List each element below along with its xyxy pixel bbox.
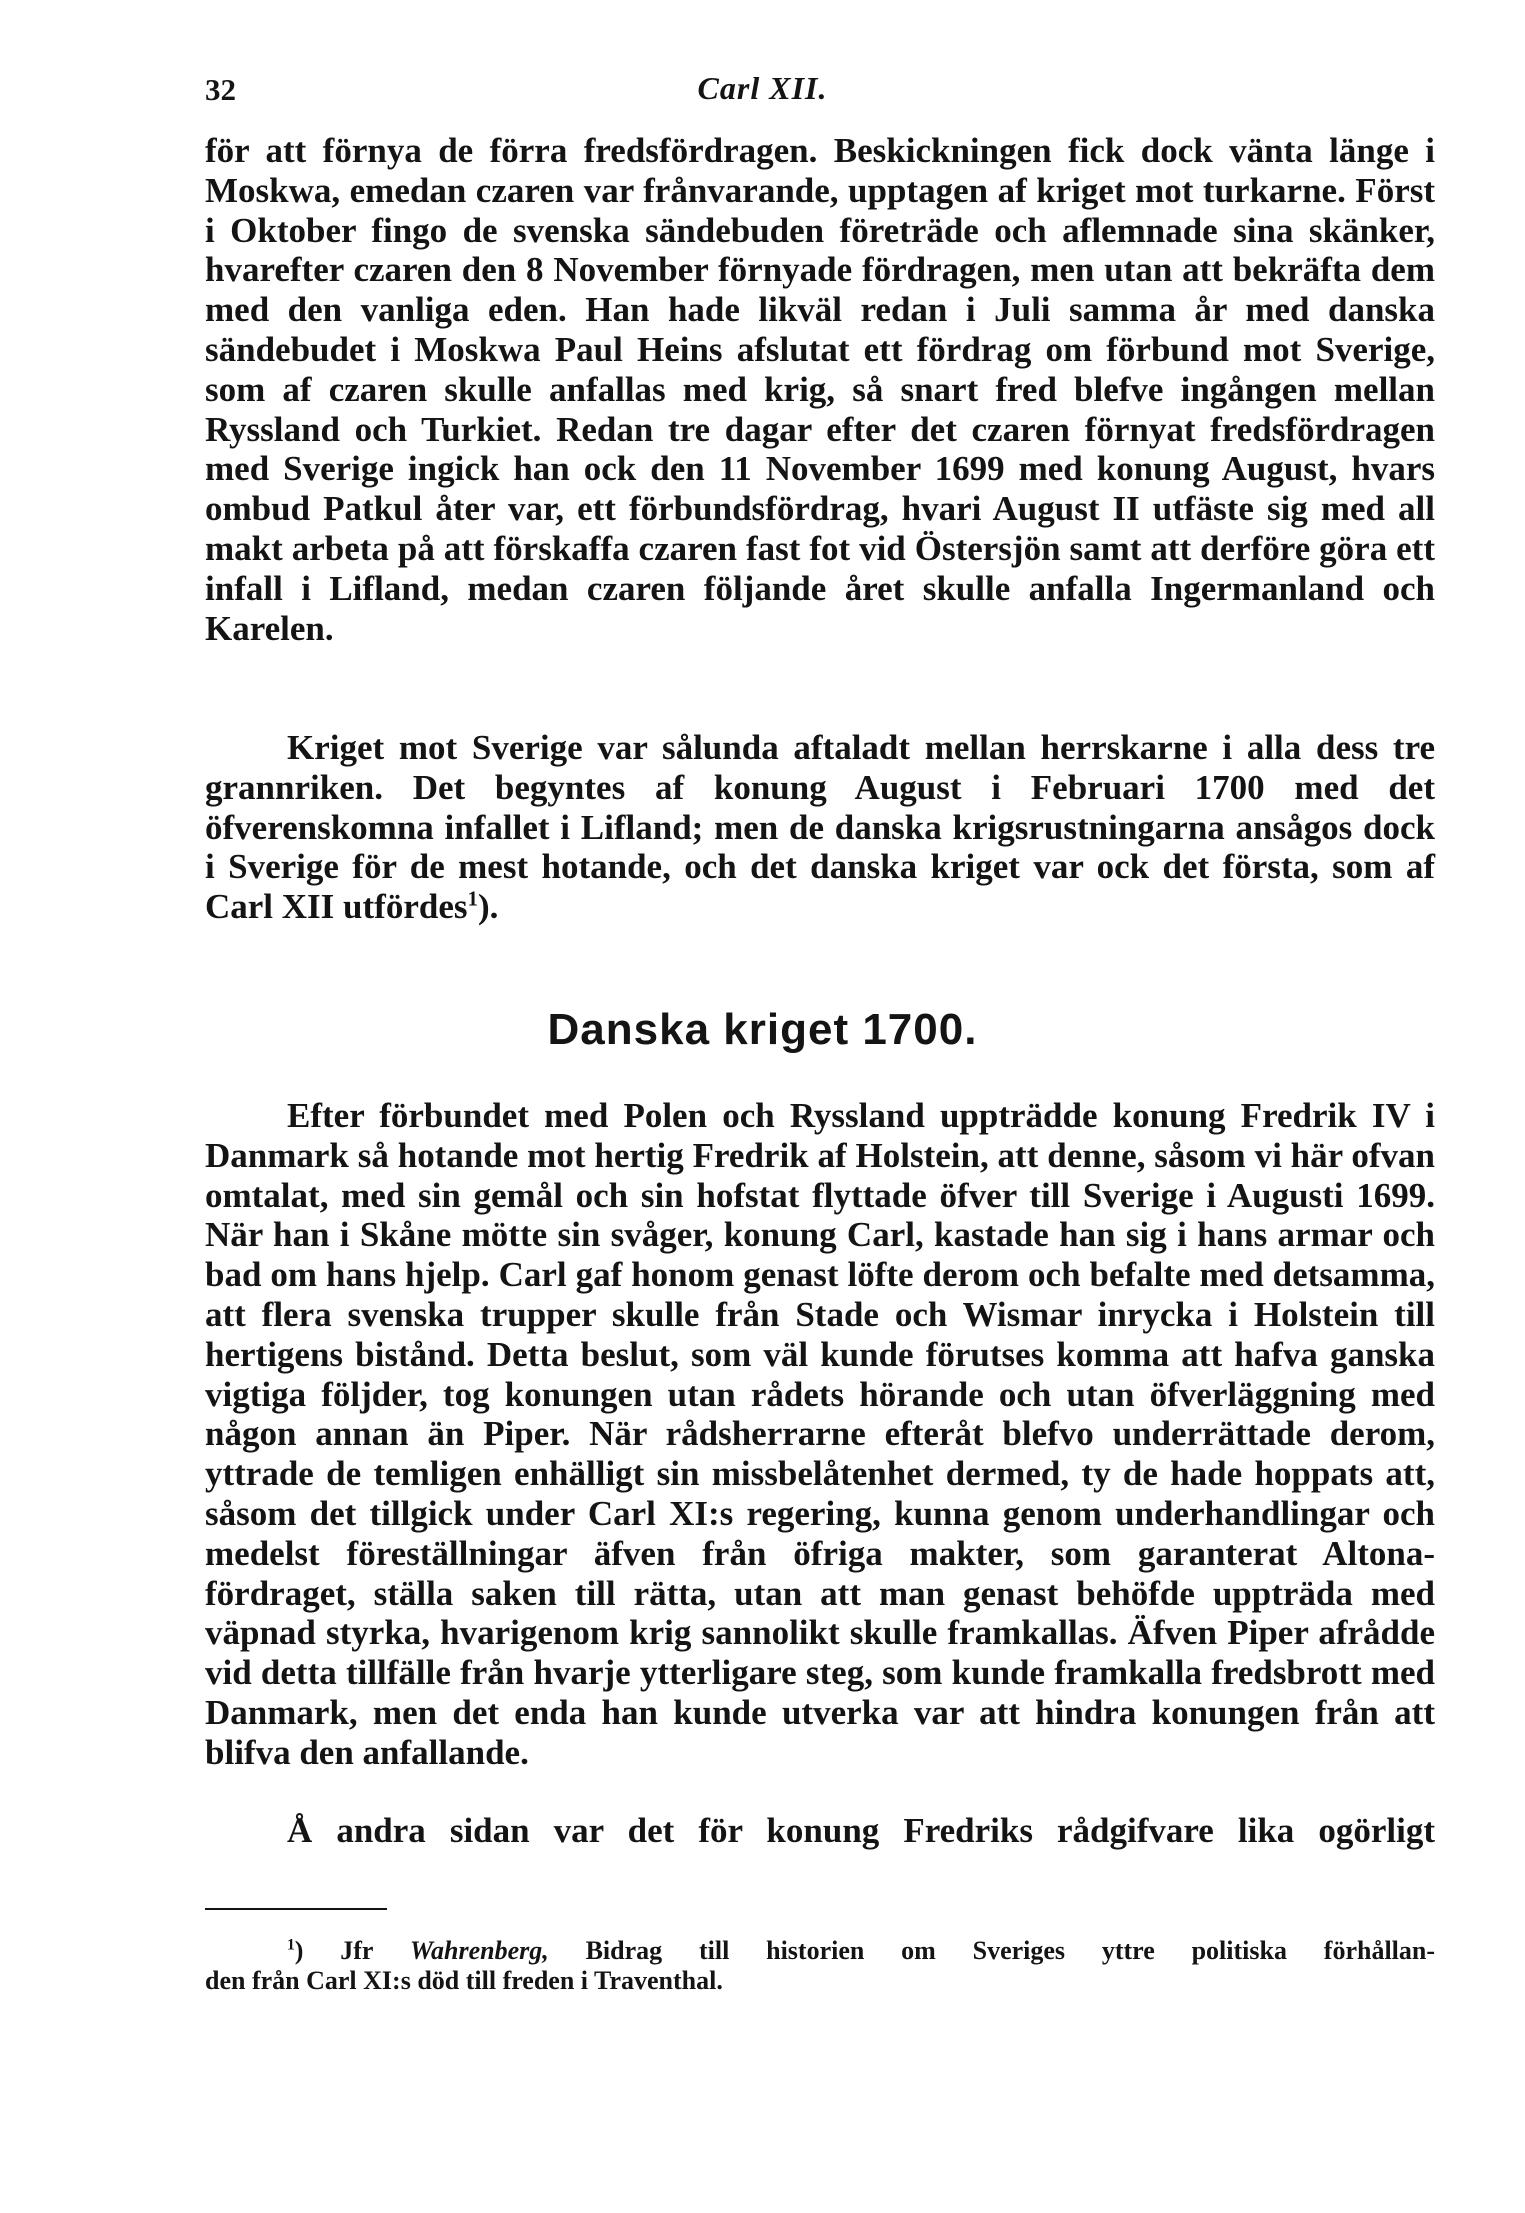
footnote-line-1 (205, 1936, 1435, 1966)
paragraph-3-text: Efter förbundet med Polen och Ryssland uppträdde konung Fredrik IV i Danmark så hotande mot hertig Fredrik af Holstein, att denne, såsom vi här ofvan omtalat, med sin gemål och sin hofstat flyttade öfver till Sverige i Augusti 1699. När han i Skåne mötte sin svåger, konung Carl, kastade han sig i hans armar och bad om hans hjelp. Carl gaf honom genast löfte derom och befalte med detsamma, att flera svenska trupper skulle från Stade och Wismar inrycka i Holstein till hertigens bistånd. Detta beslut, som väl kunde förutses komma att hafva ganska vigtiga följder, tog konungen utan rådets hörande och utan öfverläggning med någon annan än Piper. När rådsherrarne efteråt blefvo underrättade derom, yttrade de temligen enhälligt sin missbelåtenhet dermed, ty de hade hoppats att, såsom det tillgick under Carl XI:s regering, kunna genom underhandlingar och medelst föreställningar äfven från öfriga makter, som garanterat Altona-fördraget, ställa saken till rätta, utan att man genast behöfde uppträda med väpnad styrka, hvarigenom krig sannolikt skulle framkallas. Äfven Piper afrådde vid detta tillfälle från hvarje ytterligare steg, som kunde framkalla fredsbrott med Danmark, men det enda han kunde utverka var att hindra konungen från att blifva den anfallande. (205, 1096, 1435, 1772)
footnote-prefix: ) Jfr (294, 1936, 410, 1965)
paragraph-2-end: ). (477, 887, 499, 927)
body-paragraph-3 (205, 1096, 1435, 1773)
paragraph-1-text: för att förnya de förra fredsfördragen. Beskickningen fick dock vänta länge i Moskwa, emedan czaren var frånvarande, upptagen af kriget mot turkarne. Först i Oktober fingo de svenska sändebuden företräde och aflemnade sina skänker, hvarefter czaren den 8 November förnyade fördragen, men utan att bekräfta dem med den vanliga eden. Han hade likväl redan i Juli samma år med danska sändebudet i Moskwa Paul Heins afslutat ett fördrag om förbund mot Sverige, som af czaren skulle anfallas med krig, så snart fred blefve ingången mellan Ryssland och Turkiet. Redan tre dagar efter det czaren förnyat fredsfördragen med Sverige ingick han ock den 11 November 1699 med konung August, hvars ombud Patkul åter var, ett förbundsfördrag, hvari August II utfäste sig med all makt arbeta på att förskaffa czaren fast fot vid Östersjön samt att derföre göra ett infall i Lifland, medan czaren följande året skulle anfalla Ingermanland och Karelen. (205, 131, 1435, 648)
footnote-rule (205, 1908, 387, 1910)
footnote-line-one: Bidrag till historien om Sveriges yttre politiska förhållan- (548, 1936, 1436, 1965)
paragraph-2-text: Kriget mot Sverige var sålunda aftaladt mellan herrskarne i alla dess tre grannriken. Det begyntes af konung August i Februari 1700 med det öfverenskomna infallet i Lifland; men de danska krigsrustningarna ansågos dock i Sverige för de mest hotande, och det danska kriget var ock det första, som af Carl XII utfördes (205, 728, 1435, 927)
footnote-line-2: den från Carl XI:s död till freden i Traventhal. (205, 1966, 723, 1995)
page-number: 32 (205, 72, 236, 107)
paragraph-4-text: Å andra sidan var det för konung Fredriks rådgifvare lika ogörligt (287, 1811, 1435, 1850)
footnote-mark: 1 (287, 1936, 295, 1954)
body-paragraph-4 (205, 1811, 1435, 1851)
section-heading: Danska kriget 1700. (547, 1005, 978, 1054)
running-head: Carl XII. (697, 70, 828, 106)
footnote-reference[interactable]: 1 (467, 886, 478, 911)
body-paragraph-2 (205, 728, 1435, 927)
footnote-author: Wahrenberg, (409, 1936, 549, 1965)
body-paragraph-1 (205, 131, 1435, 648)
footnote (205, 1936, 1435, 1996)
